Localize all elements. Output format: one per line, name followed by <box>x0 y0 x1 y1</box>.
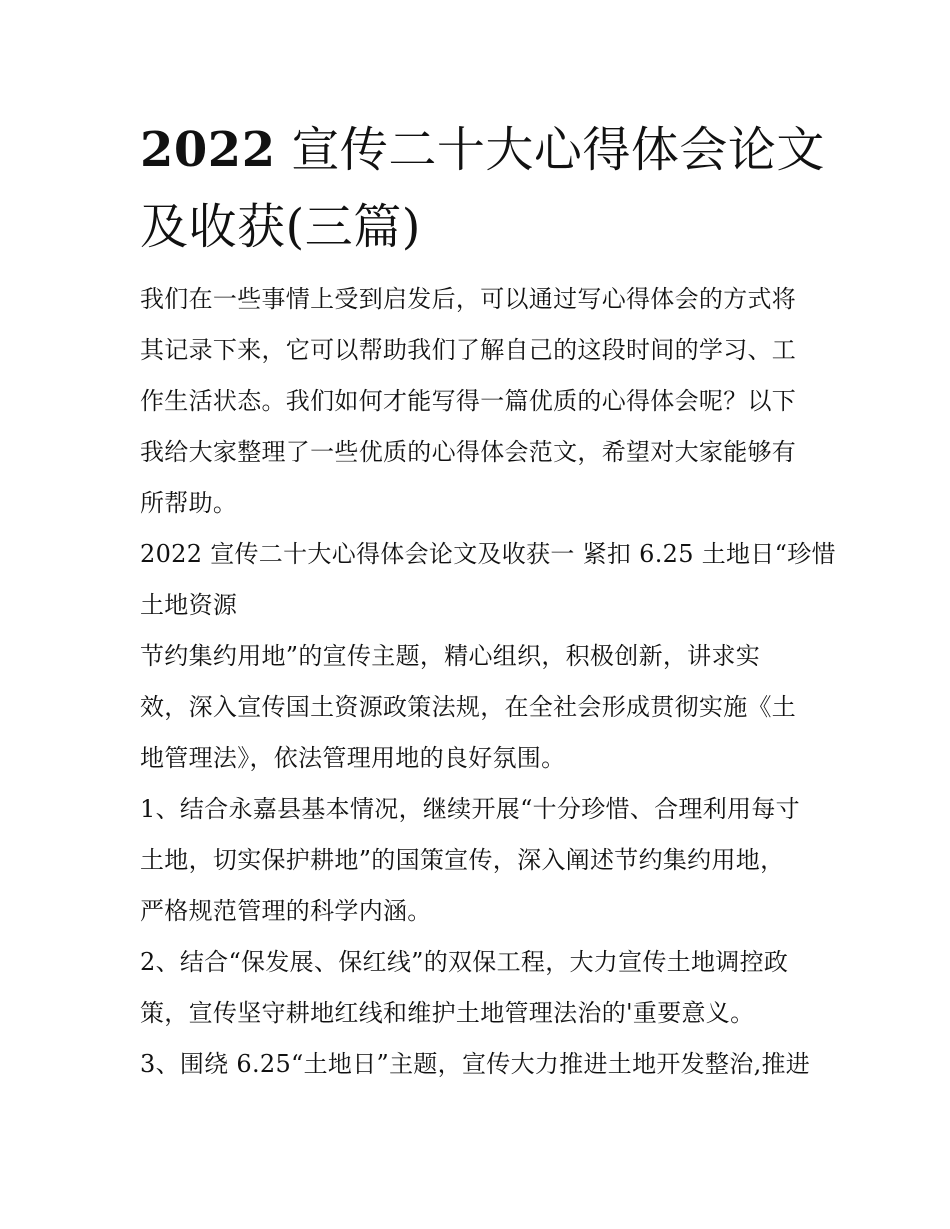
text-line: 1、结合永嘉县基本情况，继续开展“十分珍惜、合理利用每寸 <box>140 795 800 823</box>
text-line: 3、围绕 6.25“土地日”主题，宣传大力推进土地开发整治,推进 <box>140 1050 811 1078</box>
title-line-1 <box>140 112 825 189</box>
text-line: 其记录下来，它可以帮助我们了解自己的这段时间的学习、工 <box>140 336 797 364</box>
text-line: 土地资源 <box>140 591 238 619</box>
theme-paragraph <box>140 631 816 784</box>
text-line: 2、结合“保发展、保红线”的双保工程，大力宣传土地调控政 <box>140 948 789 976</box>
text-line: 我给大家整理了一些优质的心得体会范文，希望对大家能够有 <box>140 438 797 466</box>
item-3-paragraph <box>140 1039 816 1090</box>
text-line: 土地，切实保护耕地”的国策宣传，深入阐述节约集约用地， <box>140 846 785 874</box>
text-line: 效，深入宣传国土资源政策法规，在全社会形成贯彻实施《土 <box>140 693 797 721</box>
text-line: 地管理法》，依法管理用地的良好氛围。 <box>140 744 566 772</box>
item-2-paragraph <box>140 937 816 1039</box>
text-line: 所帮助。 <box>140 489 238 517</box>
text-line: 严格规范管理的科学内涵。 <box>140 897 432 925</box>
intro-paragraph <box>140 274 816 529</box>
text-line: 我们在一些事情上受到启发后，可以通过写心得体会的方式将 <box>140 285 797 313</box>
text-line: 作生活状态。我们如何才能写得一篇优质的心得体会呢？以下 <box>140 387 797 415</box>
title-line-1-text: 宣传二十大心得体会论文 <box>291 122 825 178</box>
text-line: 策，宣传坚守耕地红线和维护土地管理法治的'重要意义。 <box>140 999 755 1027</box>
item-1-paragraph <box>140 784 816 937</box>
title-line-2: 及收获(三篇) <box>140 199 421 255</box>
document-body <box>140 274 836 1090</box>
text-line: 节约集约用地”的宣传主题，精心组织，积极创新，讲求实 <box>140 642 761 670</box>
document-page <box>140 112 836 1090</box>
section-heading-1 <box>140 529 836 631</box>
text-line: 2022 宣传二十大心得体会论文及收获一 紧扣 6.25 土地日“珍惜 <box>140 540 836 568</box>
document-title <box>140 112 825 266</box>
title-year: 2022 <box>140 122 276 178</box>
